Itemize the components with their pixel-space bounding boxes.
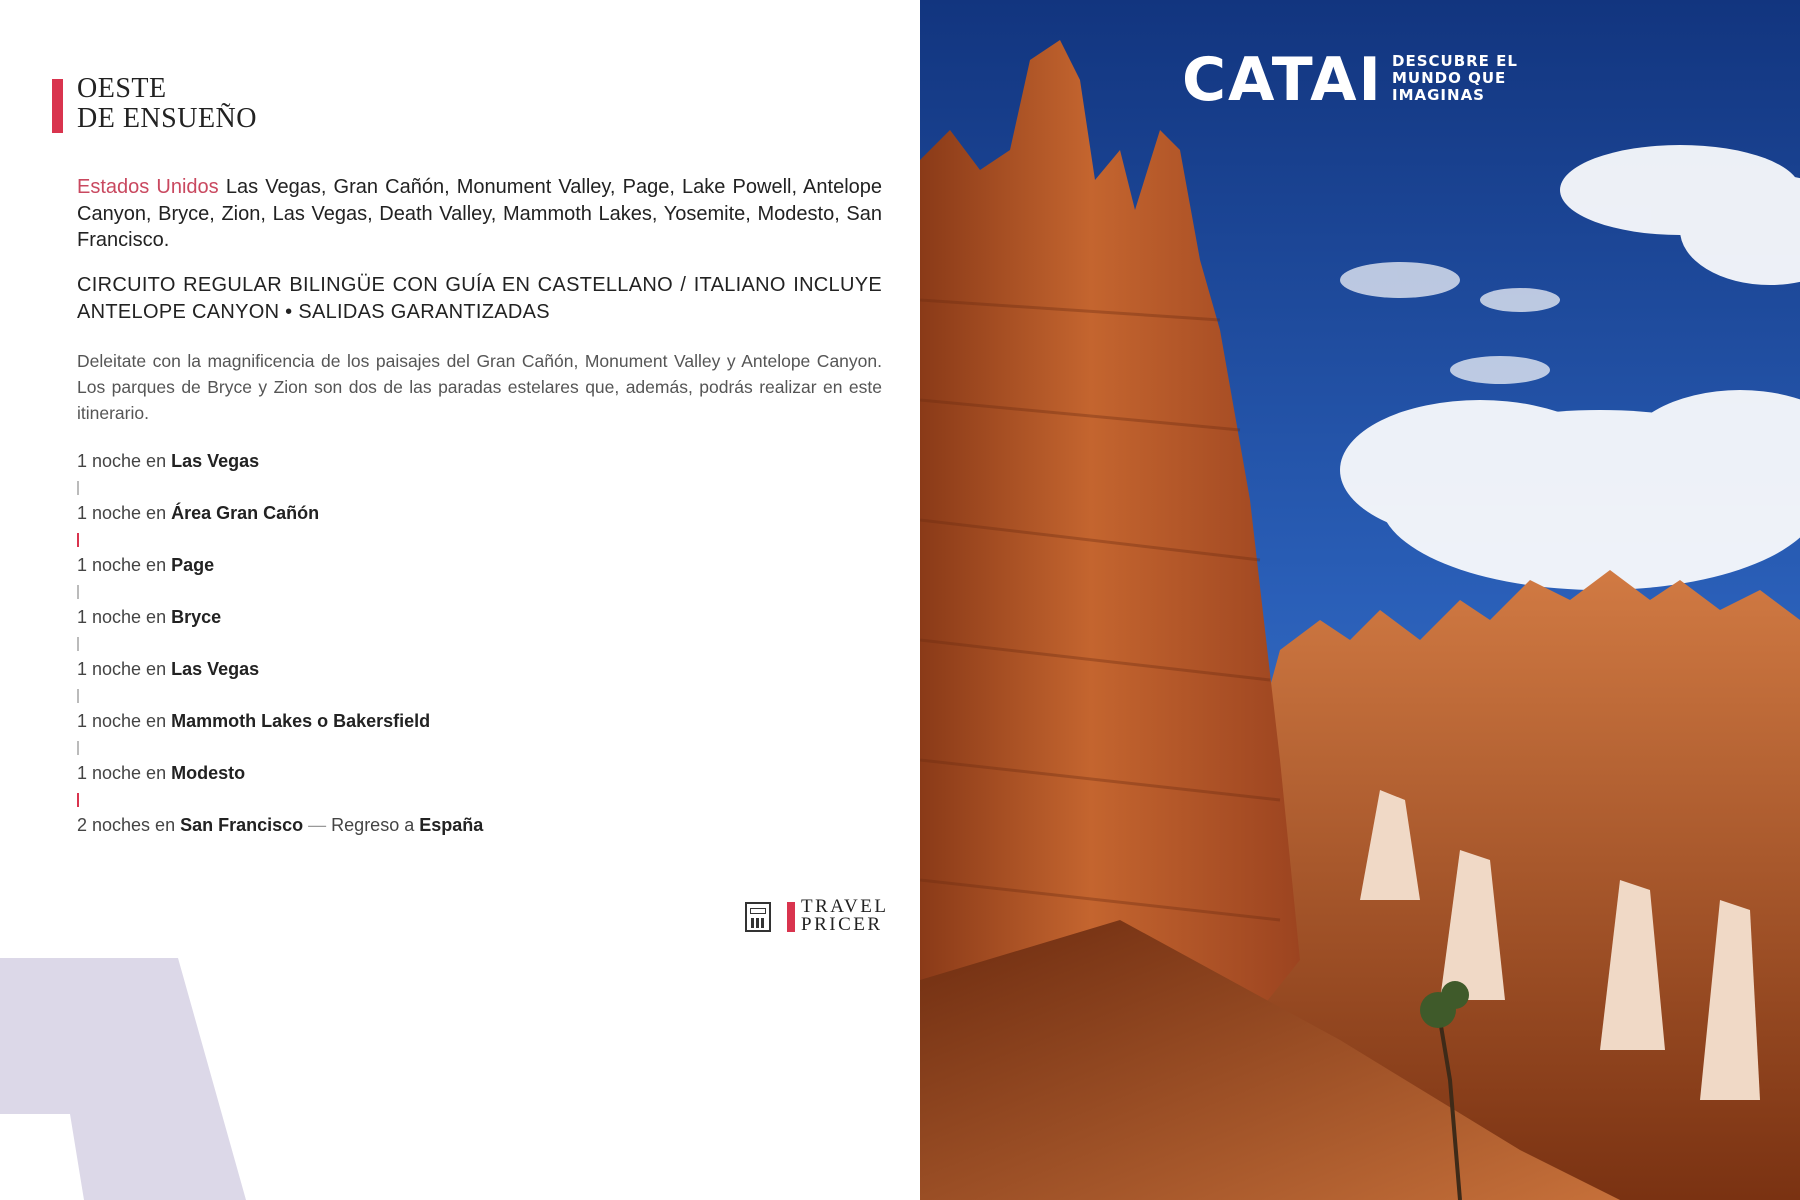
decorative-shape — [0, 958, 260, 1200]
itinerary-separator — [77, 786, 483, 812]
canyon-photo — [920, 0, 1800, 1200]
brand-tagline: DESCUBRE EL MUNDO QUE IMAGINAS — [1392, 52, 1518, 104]
itinerary-stop: 1 noche en Modesto — [77, 763, 246, 783]
itinerary-stop: 1 noche en Área Gran Cañón — [77, 503, 320, 523]
itinerary-separator — [77, 578, 483, 604]
itinerary-stop: 1 noche en Page — [77, 555, 215, 575]
itinerary-stop: 1 noche en Mammoth Lakes o Bakersfield — [77, 711, 431, 731]
destination-places: Las Vegas, Gran Cañón, Monument Valley, Page, Lake Powell, Antelope Canyon, Bryce, Zion, Las Vegas, Death Valley, Mammoth Lakes, Yosemite, Modesto, San Francisco. — [77, 176, 883, 251]
itinerary-stop: 1 noche en Las Vegas — [77, 451, 260, 471]
itinerary-stop-final: 2 noches en San Francisco — Regreso a España — [77, 815, 484, 835]
calculator-icon — [745, 902, 771, 932]
itinerary-separator — [77, 630, 483, 656]
itinerary-stop: 1 noche en Las Vegas — [77, 659, 260, 679]
itinerary-separator — [77, 526, 483, 552]
itinerary-stop: 1 noche en Bryce — [77, 607, 222, 627]
destinations — [77, 174, 882, 254]
itinerary-separator — [77, 474, 483, 500]
title-accent-bar — [52, 79, 63, 133]
itinerary-separator — [77, 682, 483, 708]
itinerary-list — [77, 448, 483, 838]
page-title — [77, 74, 257, 134]
circuit-info: CIRCUITO REGULAR BILINGÜE CON GUÍA EN CASTELLANO / ITALIANO INCLUYE ANTELOPE CANYON • SALIDAS GARANTIZADAS — [77, 274, 882, 323]
hero-photo — [920, 0, 1800, 1200]
travel-pricer-line-1: TRAVEL — [801, 896, 889, 917]
brand-name: CATAI — [1182, 45, 1383, 115]
travel-pricer-line-2: PRICER — [801, 914, 883, 935]
itinerary-separator — [77, 734, 483, 760]
travel-pricer-accent — [787, 902, 795, 932]
title-line-2: DE ENSUEÑO — [77, 103, 257, 134]
travel-pricer-logo — [745, 896, 889, 936]
title-line-1: OESTE — [77, 73, 167, 104]
destination-country: Estados Unidos — [77, 176, 219, 198]
description: Deleitate con la magnificencia de los paisajes del Gran Cañón, Monument Valley y Antelope Canyon. Los parques de Bryce y Zion son dos de las paradas estelares que, además, podrás realizar en este itinerario. — [77, 351, 882, 423]
